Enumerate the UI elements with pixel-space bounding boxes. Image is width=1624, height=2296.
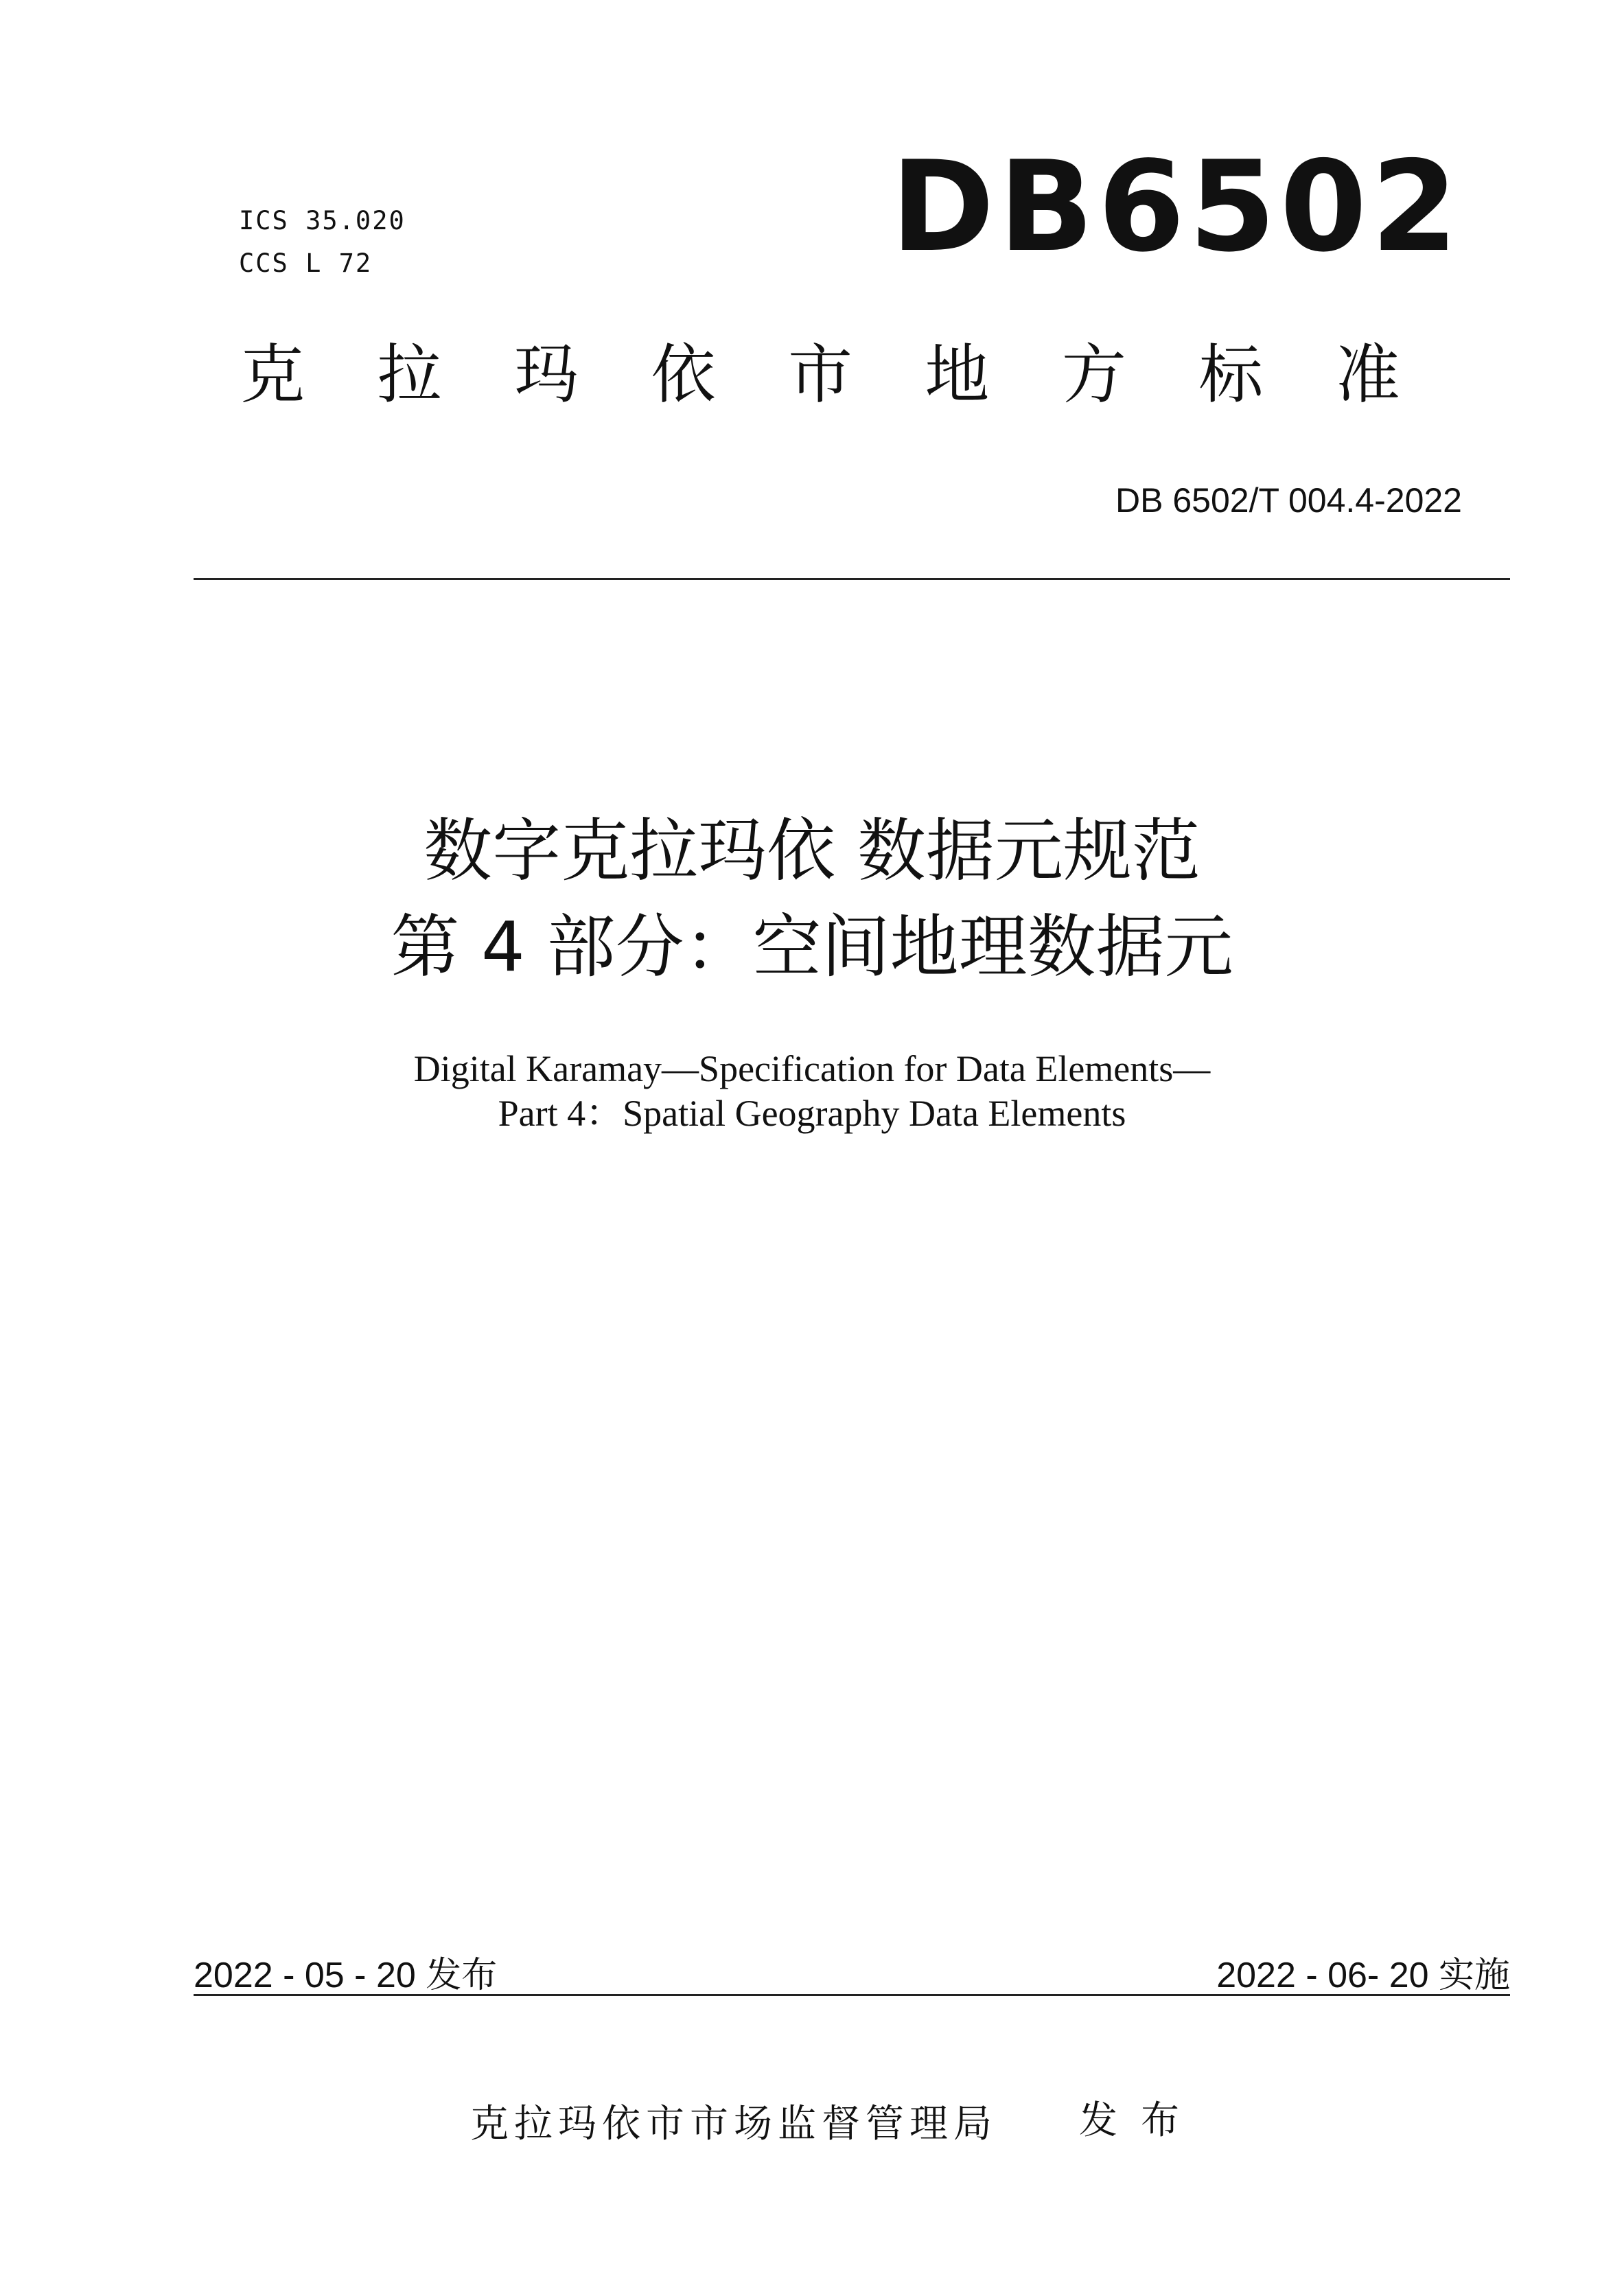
standard-type-char: 方 [1061, 338, 1126, 413]
publisher-name: 克拉玛依市市场监督管理局 [470, 2102, 997, 2146]
standard-type-char: 准 [1335, 338, 1400, 413]
standard-type-char: 依 [651, 338, 716, 413]
title-en-line1: Digital Karamay—Specification for Data Elements— [413, 1048, 1211, 1089]
title-en-line2: Part 4：Spatial Geography Data Elements [498, 1093, 1126, 1134]
standard-type-char: 市 [787, 338, 852, 413]
bottom-divider [194, 1994, 1510, 1996]
standard-type-char: 玛 [513, 338, 579, 413]
publish-verb: 发布 [1079, 2098, 1203, 2143]
implementation-date: 2022 - 06- 20 实施 [1216, 1956, 1510, 1995]
standard-type-char: 拉 [377, 338, 442, 413]
standard-type-char: 地 [925, 338, 990, 413]
ccs-code: CCS L 72 [239, 248, 373, 278]
top-divider [194, 578, 1510, 580]
ics-code: ICS 35.020 [239, 206, 406, 235]
db-code: DB6502 [890, 134, 1462, 279]
issue-date: 2022 - 05 - 20 发布 [194, 1956, 498, 1995]
standard-type-heading [240, 338, 1400, 413]
standard-number: DB 6502/T 004.4-2022 [1115, 481, 1462, 520]
standard-type-char: 标 [1198, 338, 1264, 413]
title-cn-line1: 数字克拉玛依 数据元规范 [424, 811, 1200, 891]
title-cn-line2: 第 4 部分：空间地理数据元 [391, 907, 1233, 987]
standard-type-char: 克 [240, 338, 305, 413]
